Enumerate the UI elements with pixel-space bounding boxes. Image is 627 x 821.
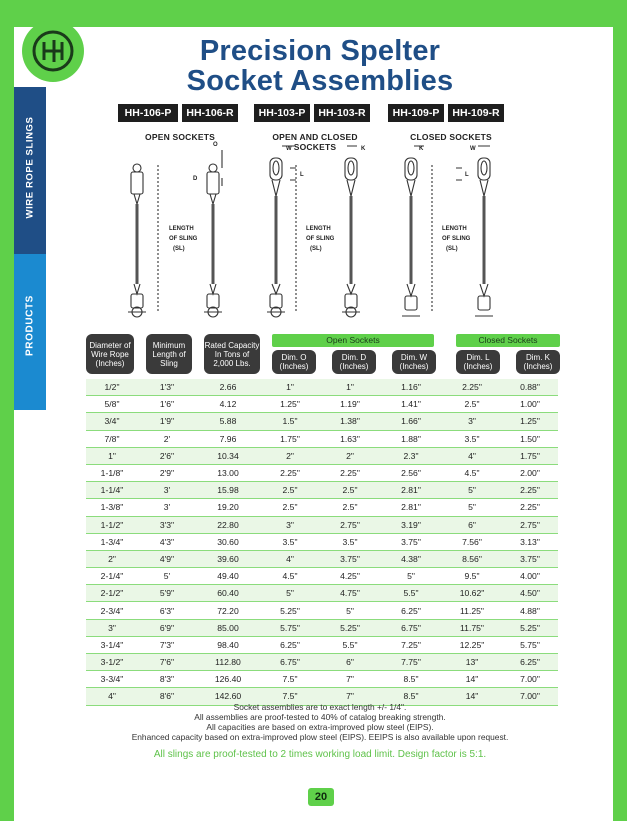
col-header-min-length: Minimum Length of Sling [146, 334, 192, 374]
table-row [86, 550, 558, 567]
table-cell: 2.66 [196, 379, 260, 396]
table-cell: 22.80 [196, 516, 260, 533]
table-row [86, 447, 558, 464]
table-cell: 2.5" [442, 396, 502, 413]
table-row [86, 533, 558, 550]
table-row [86, 619, 558, 636]
table-cell: 13" [442, 654, 502, 671]
table-row [86, 636, 558, 653]
table-row [86, 585, 558, 602]
table-cell: 3-1/4" [86, 636, 138, 653]
table-row [86, 516, 558, 533]
table-cell: 3" [442, 413, 502, 430]
table-cell: 5" [442, 499, 502, 516]
table-cell: 1/2" [86, 379, 138, 396]
table-cell: 7" [320, 671, 380, 688]
table-cell: 126.40 [196, 671, 260, 688]
table-cell: 2-1/2" [86, 585, 138, 602]
model-code-1: HH-106-P [118, 104, 178, 122]
table-cell: 7.00" [502, 688, 558, 705]
table-cell: 3.75" [320, 550, 380, 567]
length-label-1-line1: LENGTH [169, 226, 194, 232]
length-label-1-line3: (SL) [173, 246, 185, 252]
note-line-3: All capacities are based on extra-improved plow steel (EIPS). [206, 722, 434, 732]
table-cell: 6" [442, 516, 502, 533]
col-header-dim-l: Dim. L (Inches) [456, 350, 500, 374]
table-cell: 1.38" [320, 413, 380, 430]
model-code-4: HH-103-R [314, 104, 370, 122]
dim-w-label-2: W [470, 146, 476, 152]
table-cell: 1'9" [138, 413, 196, 430]
table-cell: 5'9" [138, 585, 196, 602]
dim-w-label-1: W [286, 146, 292, 152]
table-cell: 7.5" [260, 671, 320, 688]
table-cell: 9.5" [442, 568, 502, 585]
note-line-1: Socket assemblies are to exact length +/- 1/4". [233, 702, 407, 712]
group-open-sockets: Open Sockets [272, 334, 434, 347]
table-cell: 7.25" [380, 636, 442, 653]
dim-k-label-2: K [419, 146, 424, 152]
group-closed-sockets: Closed Sockets [456, 334, 560, 347]
model-code-3: HH-103-P [254, 104, 310, 122]
table-cell: 7'3" [138, 636, 196, 653]
table-cell: 3.13" [502, 533, 558, 550]
table-cell: 5.25" [260, 602, 320, 619]
sling-diagram-5 [402, 158, 420, 316]
table-cell: 3.5" [320, 533, 380, 550]
table-cell: 85.00 [196, 619, 260, 636]
table-cell: 2.00" [502, 464, 558, 481]
length-label-2-line1: LENGTH [306, 226, 331, 232]
table-cell: 7.00" [502, 671, 558, 688]
table-row [86, 464, 558, 481]
table-cell: 1-1/8" [86, 464, 138, 481]
table-cell: 12.25" [442, 636, 502, 653]
table-cell: 6.75" [260, 654, 320, 671]
table-cell: 14" [442, 671, 502, 688]
table-cell: 1" [320, 379, 380, 396]
table-cell: 2' [138, 430, 196, 447]
table-cell: 0.88" [502, 379, 558, 396]
sling-diagram-2 [204, 150, 222, 317]
table-cell: 2" [320, 447, 380, 464]
table-row [86, 654, 558, 671]
table-cell: 3'3" [138, 516, 196, 533]
table-cell: 6.25" [260, 636, 320, 653]
table-cell: 7.75" [380, 654, 442, 671]
table-cell: 2.5" [260, 482, 320, 499]
col-header-dim-w: Dim. W (Inches) [392, 350, 436, 374]
table-row [86, 602, 558, 619]
col-header-dim-k: Dim. K (Inches) [516, 350, 560, 374]
table-cell: 4" [442, 447, 502, 464]
table-cell: 6.75" [380, 619, 442, 636]
table-cell: 6.25" [502, 654, 558, 671]
model-code-2: HH-106-R [182, 104, 238, 122]
table-cell: 5" [442, 482, 502, 499]
category-open-and-closed-sockets: OPEN AND CLOSED SOCKETS [272, 132, 358, 152]
length-label-3-line3: (SL) [446, 246, 458, 252]
table-cell: 2.5" [320, 482, 380, 499]
note-line-2: All assemblies are proof-tested to 40% of catalog breaking strength. [194, 712, 446, 722]
table-cell: 2.25" [502, 482, 558, 499]
table-cell: 5.75" [260, 619, 320, 636]
dim-k-label-1: K [361, 146, 366, 152]
table-cell: 2'9" [138, 464, 196, 481]
table-cell: 7/8" [86, 430, 138, 447]
dim-o-label: O [213, 142, 218, 148]
table-cell: 4.25" [320, 568, 380, 585]
length-label-1-line2: OF SLING [169, 236, 198, 242]
table-cell: 4" [260, 550, 320, 567]
table-cell: 5' [138, 568, 196, 585]
model-code-5: HH-109-P [388, 104, 444, 122]
table-cell: 1.16" [380, 379, 442, 396]
table-cell: 4.00" [502, 568, 558, 585]
table-cell: 8.56" [442, 550, 502, 567]
table-cell: 6'9" [138, 619, 196, 636]
table-cell: 4" [86, 688, 138, 705]
table-cell: 3/4" [86, 413, 138, 430]
table-cell: 10.34 [196, 447, 260, 464]
table-row [86, 413, 558, 430]
table-cell: 1-1/4" [86, 482, 138, 499]
table-cell: 1-3/4" [86, 533, 138, 550]
table-cell: 3.5" [260, 533, 320, 550]
table-cell: 1.66" [380, 413, 442, 430]
notes-block [60, 702, 580, 742]
table-cell: 4.5" [260, 568, 320, 585]
table-cell: 4.12 [196, 396, 260, 413]
table-cell: 1.41" [380, 396, 442, 413]
length-label-3-line1: LENGTH [442, 226, 467, 232]
table-cell: 2.25" [502, 499, 558, 516]
table-cell: 1.5" [260, 413, 320, 430]
table-cell: 2" [260, 447, 320, 464]
table-cell: 11.75" [442, 619, 502, 636]
dim-l-label-2: L [465, 172, 469, 178]
table-cell: 8'3" [138, 671, 196, 688]
table-cell: 2.56" [380, 464, 442, 481]
table-cell: 1" [86, 447, 138, 464]
table-cell: 3' [138, 499, 196, 516]
table-cell: 1.75" [260, 430, 320, 447]
table-cell: 7'6" [138, 654, 196, 671]
table-cell: 5.25" [502, 619, 558, 636]
proof-test-note: All slings are proof-tested to 2 times working load limit. Design factor is 5:1. [153, 749, 487, 760]
table-cell: 5.88 [196, 413, 260, 430]
table-cell: 4.88" [502, 602, 558, 619]
table-cell: 112.80 [196, 654, 260, 671]
model-code-6: HH-109-R [448, 104, 504, 122]
table-cell: 2.75" [502, 516, 558, 533]
table-cell: 1-3/8" [86, 499, 138, 516]
table-cell: 2" [86, 550, 138, 567]
dim-d-label: D [193, 176, 198, 182]
table-cell: 7.56" [442, 533, 502, 550]
table-cell: 1.75" [502, 447, 558, 464]
table-cell: 8'6" [138, 688, 196, 705]
table-cell: 5" [320, 602, 380, 619]
table-row [86, 568, 558, 585]
table-cell: 8.5" [380, 671, 442, 688]
table-cell: 5" [260, 585, 320, 602]
table-cell: 3" [260, 516, 320, 533]
table-cell: 5/8" [86, 396, 138, 413]
table-cell: 6" [320, 654, 380, 671]
table-cell: 5.5" [320, 636, 380, 653]
table-cell: 7.96 [196, 430, 260, 447]
length-label-2-line3: (SL) [310, 246, 322, 252]
table-row [86, 396, 558, 413]
table-cell: 8.5" [380, 688, 442, 705]
table-cell: 142.60 [196, 688, 260, 705]
table-cell: 5.5" [380, 585, 442, 602]
sling-diagram-3 [267, 158, 285, 317]
table-cell: 98.40 [196, 636, 260, 653]
title-line-2: Socket Assemblies [186, 65, 454, 97]
dim-l-label-1: L [300, 172, 304, 178]
table-cell: 1-1/2" [86, 516, 138, 533]
table-cell: 2.25" [260, 464, 320, 481]
table-cell: 2.5" [260, 499, 320, 516]
length-label-2-line2: OF SLING [306, 236, 335, 242]
table-cell: 49.40 [196, 568, 260, 585]
category-open-sockets: OPEN SOCKETS [145, 132, 215, 142]
table-cell: 3-1/2" [86, 654, 138, 671]
sling-diagram-1 [128, 164, 146, 317]
socket-diagrams [0, 0, 627, 340]
page-number: 20 [308, 788, 334, 806]
table-cell: 2.3" [380, 447, 442, 464]
table-row [86, 482, 558, 499]
table-cell: 1'3" [138, 379, 196, 396]
specifications-table [86, 379, 558, 706]
table-cell: 15.98 [196, 482, 260, 499]
table-cell: 14" [442, 688, 502, 705]
table-cell: 3.75" [502, 550, 558, 567]
table-cell: 1.00" [502, 396, 558, 413]
table-cell: 1.88" [380, 430, 442, 447]
table-cell: 1.25" [260, 396, 320, 413]
table-cell: 1.19" [320, 396, 380, 413]
table-cell: 1.50" [502, 430, 558, 447]
table-cell: 6'3" [138, 602, 196, 619]
table-cell: 72.20 [196, 602, 260, 619]
table-cell: 2-1/4" [86, 568, 138, 585]
table-cell: 4.5" [442, 464, 502, 481]
table-cell: 4'9" [138, 550, 196, 567]
table-cell: 1.25" [502, 413, 558, 430]
table-cell: 5.25" [320, 619, 380, 636]
col-header-rated-capacity: Rated Capacity In Tons of 2,000 Lbs. [204, 334, 260, 374]
table-cell: 1.63" [320, 430, 380, 447]
table-row [86, 499, 558, 516]
table-cell: 6.25" [380, 602, 442, 619]
table-cell: 39.60 [196, 550, 260, 567]
table-cell: 4'3" [138, 533, 196, 550]
table-row [86, 430, 558, 447]
table-cell: 7" [320, 688, 380, 705]
table-cell: 3.19" [380, 516, 442, 533]
table-row [86, 379, 558, 396]
table-cell: 1" [260, 379, 320, 396]
col-header-dim-d: Dim. D (Inches) [332, 350, 376, 374]
table-row [86, 671, 558, 688]
title-line-1: Precision Spelter [199, 35, 441, 67]
table-cell: 2.81" [380, 482, 442, 499]
table-cell: 3.5" [442, 430, 502, 447]
table-cell: 2'6" [138, 447, 196, 464]
table-cell: 2.81" [380, 499, 442, 516]
note-line-4: Enhanced capacity based on extra-improved plow steel (EIPS). EEIPS is also available upon request. [131, 732, 509, 742]
table-cell: 60.40 [196, 585, 260, 602]
category-closed-sockets: CLOSED SOCKETS [410, 132, 492, 142]
table-cell: 2.25" [442, 379, 502, 396]
col-header-dim-o: Dim. O (Inches) [272, 350, 316, 374]
table-cell: 2-3/4" [86, 602, 138, 619]
sling-diagram-6 [475, 158, 493, 316]
table-cell: 3.75" [380, 533, 442, 550]
table-cell: 2.75" [320, 516, 380, 533]
table-cell: 2.25" [320, 464, 380, 481]
table-cell: 19.20 [196, 499, 260, 516]
table-cell: 3-3/4" [86, 671, 138, 688]
length-label-3-line2: OF SLING [442, 236, 471, 242]
table-cell: 11.25" [442, 602, 502, 619]
sling-diagram-4 [342, 158, 360, 317]
table-cell: 5" [380, 568, 442, 585]
table-cell: 30.60 [196, 533, 260, 550]
table-cell: 13.00 [196, 464, 260, 481]
table-cell: 4.75" [320, 585, 380, 602]
table-cell: 10.62" [442, 585, 502, 602]
table-cell: 5.75" [502, 636, 558, 653]
table-cell: 3' [138, 482, 196, 499]
table-cell: 2.5" [320, 499, 380, 516]
side-tab-top-label: WIRE ROPE SLINGS [24, 116, 36, 219]
table-cell: 3" [86, 619, 138, 636]
col-header-diameter: Diameter of Wire Rope (Inches) [86, 334, 134, 374]
table-cell: 7.5" [260, 688, 320, 705]
side-tab-bottom-label: PRODUCTS [24, 295, 36, 356]
table-cell: 1'6" [138, 396, 196, 413]
table-cell: 4.38" [380, 550, 442, 567]
table-cell: 4.50" [502, 585, 558, 602]
